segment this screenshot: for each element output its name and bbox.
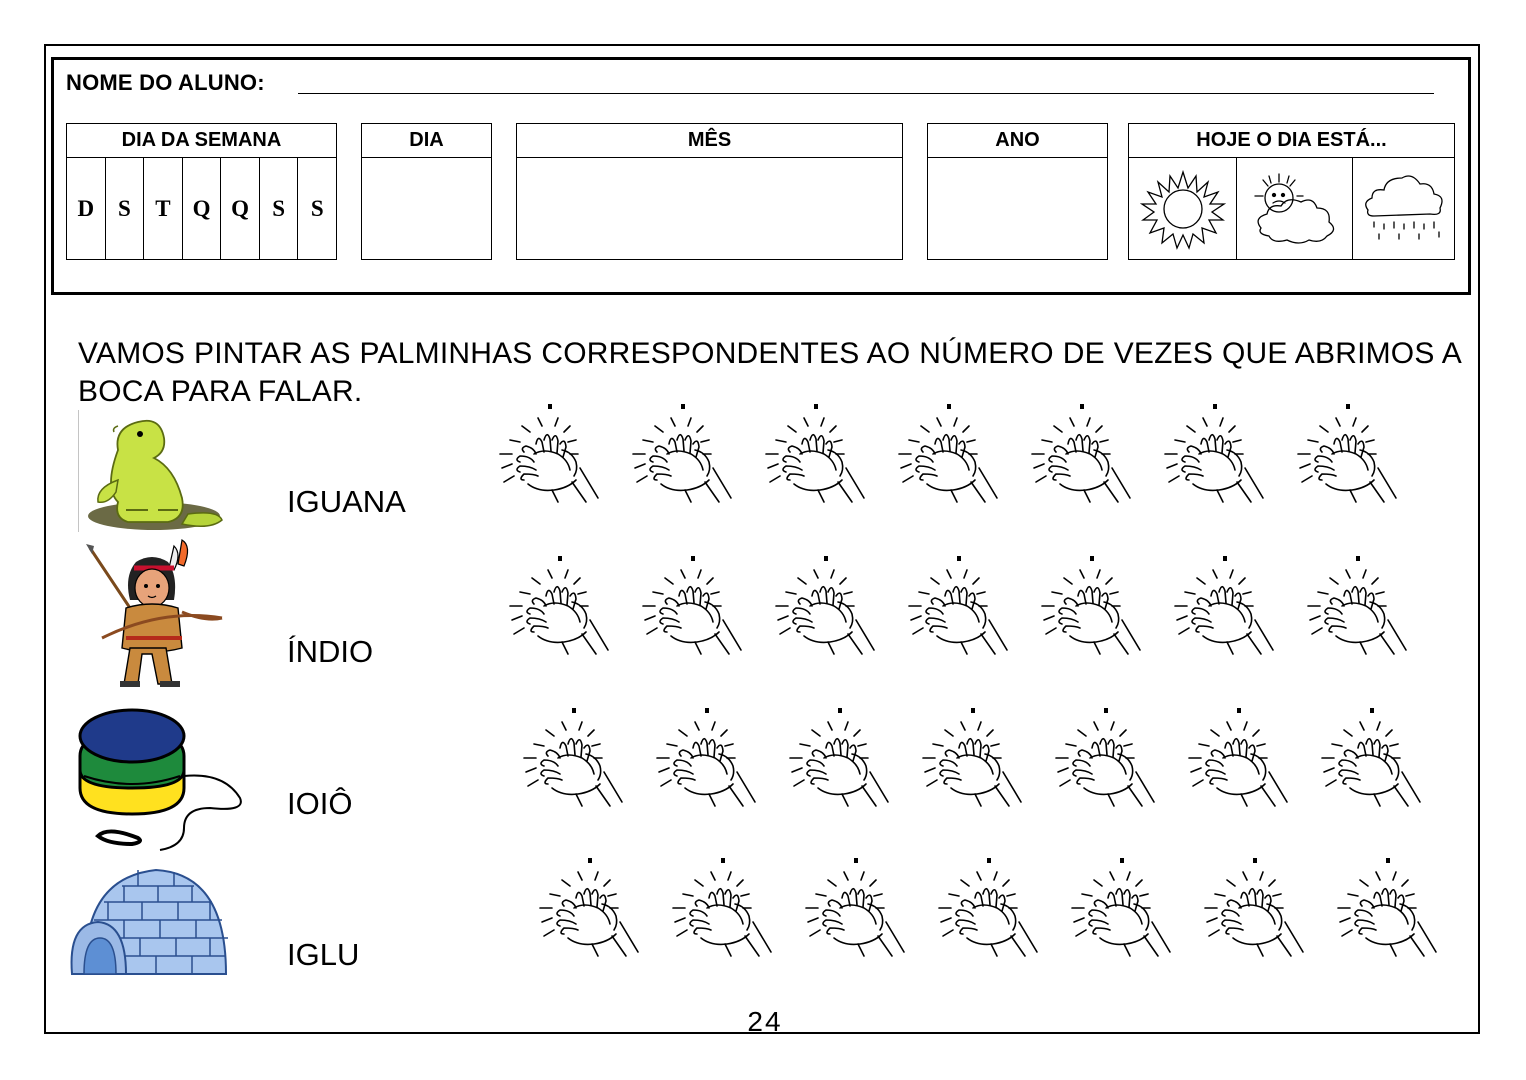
clap-hands-icon[interactable] [621,404,737,504]
clap-hands-icon[interactable] [488,404,604,504]
indian-boy-icon [82,538,228,696]
weekday-cell[interactable]: T [144,158,183,260]
clap-hands-icon[interactable] [1177,708,1293,808]
clap-hands-icon[interactable] [897,556,1013,656]
iguana-picture [78,410,224,537]
clap-hands-icon[interactable] [1296,556,1412,656]
weekday-cell[interactable]: S [310,196,324,221]
year-box[interactable] [927,123,1108,260]
clap-hands-icon[interactable] [887,404,1003,504]
igloo-icon [68,856,230,982]
student-name-line[interactable] [298,93,1434,94]
student-name-label: NOME DO ALUNO: [66,70,265,95]
clap-hands-icon[interactable] [1163,556,1279,656]
word-iguana: IGUANA [287,484,406,519]
clap-hands-icon[interactable] [1310,708,1426,808]
weekday-cell[interactable]: S [260,158,299,260]
clap-hands-icon[interactable] [764,556,880,656]
weather-title: HOJE O DIA ESTÁ... [1129,124,1454,158]
weekday-cell[interactable]: D [67,158,106,260]
igloo-picture [68,856,230,987]
clap-hands-icon[interactable] [528,858,644,958]
clap-hands-icon[interactable] [1286,404,1402,504]
month-box[interactable] [516,123,903,260]
sunny-option[interactable] [1129,158,1237,260]
clap-hands-icon[interactable] [1044,708,1160,808]
weekday-title: DIA DA SEMANA [67,124,336,158]
year-title: ANO [928,124,1107,158]
page-number: 24 [747,1006,783,1037]
clap-hands-icon[interactable] [911,708,1027,808]
weekday-cell[interactable]: S [106,158,145,260]
indian-picture [82,538,228,701]
iguana-icon [78,410,224,532]
weekday-list [67,158,336,260]
word-indio: ÍNDIO [287,634,374,669]
yoyo-picture [76,706,244,861]
clap-hands-icon[interactable] [645,708,761,808]
word-ioio: IOIÔ [287,786,353,821]
clap-hands-icon[interactable] [1193,858,1309,958]
weekday-cell[interactable]: Q [183,158,222,260]
day-title: DIA [362,124,491,158]
clap-hands-icon[interactable] [1030,556,1146,656]
word-iglu: IGLU [287,937,360,972]
clap-hands-icon[interactable] [927,858,1043,958]
instruction-text: VAMOS PINTAR AS PALMINHAS CORRESPONDENTES AO NÚMERO DE VEZES QUE ABRIMOS A BOCA PARA FALAR. [78,337,1462,408]
clap-hands-icon[interactable] [1060,858,1176,958]
clap-hands-icon[interactable] [794,858,910,958]
weather-options [1129,158,1454,260]
rain-cloud-icon [1360,166,1448,252]
weekday-cell[interactable]: Q [221,158,260,260]
clap-hands-icon[interactable] [1020,404,1136,504]
day-box[interactable] [361,123,492,260]
clap-hands-icon[interactable] [498,556,614,656]
sun-icon [1140,166,1226,252]
yoyo-icon [76,706,244,856]
clap-hands-icon[interactable] [512,708,628,808]
weekday-box [66,123,337,260]
rainy-option[interactable] [1353,158,1454,260]
clap-hands-icon[interactable] [631,556,747,656]
clap-hands-icon[interactable] [1153,404,1269,504]
clap-hands-icon[interactable] [1326,858,1442,958]
sun-cloud-icon [1243,166,1347,252]
month-title: MÊS [517,124,902,158]
clap-hands-icon[interactable] [778,708,894,808]
partly-cloudy-option[interactable] [1237,158,1353,260]
clap-hands-icon[interactable] [661,858,777,958]
clap-hands-icon[interactable] [754,404,870,504]
weather-box [1128,123,1455,260]
